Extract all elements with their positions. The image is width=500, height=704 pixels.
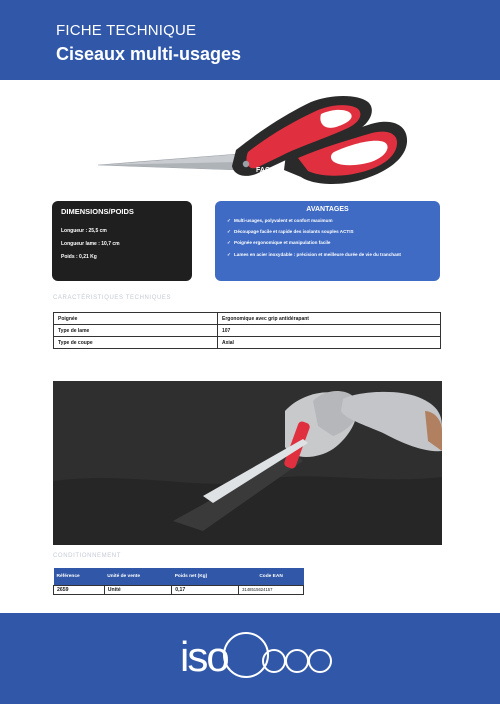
check-icon: ✓ — [227, 251, 231, 257]
table-row — [54, 337, 441, 349]
check-icon: ✓ — [227, 229, 231, 235]
cell-reference: 2659 — [54, 585, 105, 594]
table-row — [54, 313, 441, 325]
table-cell-value: Ergonomique avec grip antidérapant — [218, 313, 441, 325]
advantages-box — [215, 201, 440, 281]
header-band — [0, 0, 500, 80]
dimensions-box — [52, 201, 192, 281]
product-title: Ciseaux multi-usages — [56, 44, 242, 64]
conditioning-table — [53, 568, 304, 595]
header-reference: Référence — [54, 568, 105, 585]
characteristics-label: CARACTÉRISTIQUES TECHNIQUES — [53, 295, 172, 301]
advantage-item: ✓ Multi-usages, polyvalent et confort maximum — [227, 218, 333, 223]
cell-net-weight: 0,17 — [172, 585, 239, 594]
header-sales-unit: Unité de vente — [104, 568, 171, 585]
table-cell-key: Poignée — [54, 313, 218, 325]
cell-ean-code: 3148515624157 — [239, 585, 304, 594]
table-cell-key: Type de coupe — [54, 337, 218, 349]
dimension-weight: Poids : 0,21 Kg — [61, 254, 97, 260]
table-cell-value: Axial — [218, 337, 441, 349]
characteristics-table — [53, 312, 441, 349]
usage-photo-illustration — [53, 381, 442, 545]
iso-logo — [178, 627, 344, 683]
header-ean-code: Code EAN — [239, 568, 304, 585]
table-row — [54, 585, 304, 594]
document-type: FICHE TECHNIQUE — [56, 22, 197, 39]
product-image-scissors — [96, 92, 410, 192]
table-cell-value: 107 — [218, 325, 441, 337]
dimension-blade-length: Longueur lame : 10,7 cm — [61, 241, 120, 247]
advantage-item: ✓ Découpage facile et rapide des isolants souples ACTIS — [227, 229, 354, 235]
advantage-item: ✓ Lames en acier inoxydable : précision et meilleure durée de vie du tranchant — [227, 251, 401, 257]
header-net-weight: Poids net (Kg) — [172, 568, 239, 585]
usage-photo — [53, 381, 442, 545]
dimension-length: Longueur : 25,5 cm — [61, 228, 107, 234]
svg-text:iso: iso — [180, 633, 228, 680]
blade-brand-text: FACOM — [256, 167, 282, 174]
check-icon: ✓ — [227, 240, 231, 246]
table-cell-key: Type de lame — [54, 325, 218, 337]
advantages-title: AVANTAGES — [306, 206, 349, 213]
conditioning-label: CONDITIONNEMENT — [53, 553, 121, 559]
table-header-row — [54, 568, 304, 585]
table-row — [54, 325, 441, 337]
check-icon: ✓ — [227, 218, 231, 223]
cell-sales-unit: Unité — [104, 585, 171, 594]
dimensions-title: DIMENSIONS/POIDS — [61, 207, 134, 216]
advantage-item: ✓ Poignée ergonomique et manipulation facile — [227, 240, 331, 246]
